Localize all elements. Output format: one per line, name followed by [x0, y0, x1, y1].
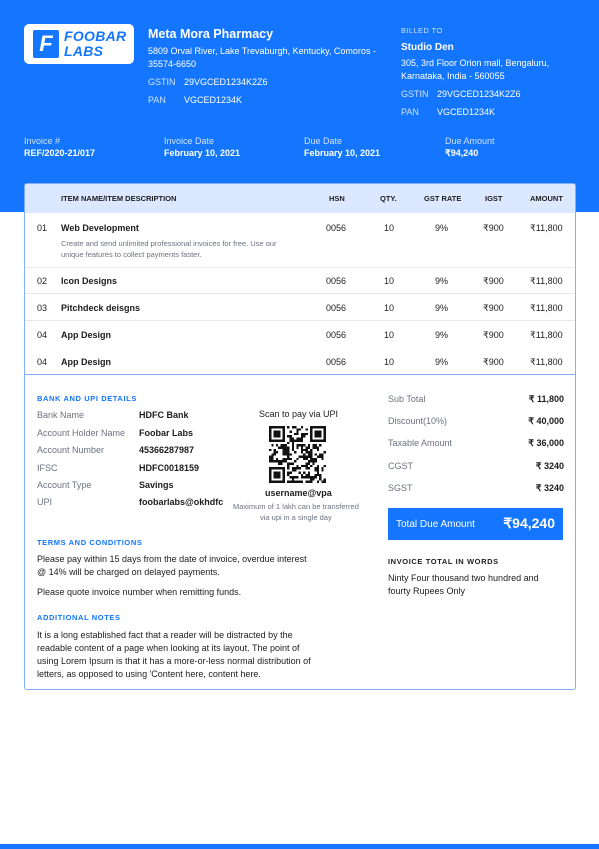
company-gstin-label: GSTIN	[148, 77, 176, 87]
total-due-box	[388, 508, 563, 540]
scan-to-pay-title: Scan to pay via UPI	[259, 409, 339, 419]
item-amount: ₹11,800	[530, 357, 563, 367]
due-amount: ₹94,240	[445, 148, 479, 158]
item-gst-rate: 9%	[435, 330, 449, 340]
row-divider	[25, 293, 575, 294]
account-type: Savings	[139, 480, 174, 490]
item-amount: ₹11,800	[530, 223, 563, 233]
row-number: 04	[37, 330, 48, 340]
item-gst-rate: 9%	[435, 303, 449, 313]
billed-to-gstin-label: GSTIN	[401, 89, 429, 99]
row-divider	[25, 267, 575, 268]
item-hsn: 0056	[326, 330, 347, 340]
due-date-label: Due Date	[304, 136, 343, 146]
footer-bar	[0, 844, 599, 849]
billed-to-label: BILLED TO	[401, 26, 443, 35]
upi-label: UPI	[37, 497, 53, 507]
item-amount: ₹11,800	[530, 330, 563, 340]
notes-line3: using Lorem Ipsum is that it has a more-or-less normal distribution of	[37, 656, 311, 666]
bank-name: HDFC Bank	[139, 410, 189, 420]
item-hsn: 0056	[326, 276, 347, 286]
col-item: ITEM NAME/ITEM DESCRIPTION	[61, 194, 177, 203]
subtotal: ₹ 11,800	[528, 394, 564, 404]
invoice-number-label: Invoice #	[24, 136, 61, 146]
billed-to-gstin: 29VGCED1234K2Z6	[437, 89, 521, 99]
subtotal-label: Sub Total	[388, 394, 426, 404]
item-igst: ₹900	[483, 357, 504, 367]
item-gst-rate: 9%	[435, 276, 449, 286]
discount-label: Discount(10%)	[388, 416, 448, 426]
account-number: 45366287987	[139, 445, 195, 455]
item-hsn: 0056	[326, 223, 347, 233]
billed-to-pan-label: PAN	[401, 107, 419, 117]
item-igst: ₹900	[483, 276, 504, 286]
upi-id: foobarlabs@okhdfc	[139, 497, 224, 507]
company-name: Meta Mora Pharmacy	[148, 27, 274, 41]
upi-vpa: username@vpa	[265, 488, 332, 498]
total-in-words-line2: fourty Rupees Only	[388, 586, 466, 596]
additional-notes-title: ADDITIONAL NOTES	[37, 613, 121, 622]
discount: ₹ 40,000	[528, 416, 564, 426]
col-amount: AMOUNT	[530, 194, 563, 203]
row-divider	[25, 320, 575, 321]
invoice-number: REF/2020-21/017	[24, 148, 96, 158]
item-gst-rate: 9%	[435, 357, 449, 367]
logo-text-line2: LABS	[64, 43, 104, 59]
item-amount: ₹11,800	[530, 276, 563, 286]
item-gst-rate: 9%	[435, 223, 449, 233]
cgst: ₹ 3240	[535, 461, 564, 471]
notes-line4: letters, as opposed to using 'Content here, content here.	[37, 669, 261, 679]
item-igst: ₹900	[483, 223, 504, 233]
billed-to-name: Studio Den	[401, 42, 454, 53]
section-divider	[25, 374, 575, 375]
item-name: Web Development	[61, 223, 139, 233]
account-holder: Foobar Labs	[139, 428, 194, 438]
item-hsn: 0056	[326, 303, 347, 313]
upi-limit-note-line2: via upi in a single day	[260, 513, 332, 522]
company-logo	[24, 24, 134, 64]
item-qty: 10	[384, 303, 395, 313]
logo-text-line1: FOOBAR	[64, 28, 127, 44]
total-due-label: Total Due Amount	[396, 519, 475, 530]
item-qty: 10	[384, 330, 395, 340]
item-name: Icon Designs	[61, 276, 118, 286]
due-amount-label: Due Amount	[445, 136, 495, 146]
col-hsn: HSN	[329, 194, 345, 203]
item-name: Pitchdeck deisgns	[61, 303, 141, 313]
company-address-line1: 5809 Orval River, Lake Trevaburgh, Kentucky, Comoros -	[148, 46, 376, 56]
item-amount: ₹11,800	[530, 303, 563, 313]
account-type-label: Account Type	[37, 480, 92, 490]
col-igst: IGST	[485, 194, 503, 203]
item-igst: ₹900	[483, 303, 504, 313]
sgst-label: SGST	[388, 483, 413, 493]
upi-limit-note-line1: Maximum of 1 lakh can be transferred	[233, 502, 359, 511]
notes-line2: readable content of a page when looking at its layout. The point of	[37, 643, 300, 653]
taxable-amount-label: Taxable Amount	[388, 438, 453, 448]
row-number: 01	[37, 223, 48, 233]
invoice-date-label: Invoice Date	[164, 136, 215, 146]
taxable-amount: ₹ 36,000	[528, 438, 564, 448]
col-qty: QTY.	[380, 194, 397, 203]
notes-line1: It is a long established fact that a reader will be distracted by the	[37, 630, 293, 640]
total-in-words-title: INVOICE TOTAL IN WORDS	[388, 557, 499, 566]
bank-details-title: BANK AND UPI DETAILS	[37, 394, 137, 403]
upi-qr-code[interactable]	[269, 426, 326, 483]
item-qty: 10	[384, 223, 395, 233]
company-gstin: 29VGCED1234K2Z6	[184, 77, 268, 87]
item-qty: 10	[384, 276, 395, 286]
col-gst-rate: GST RATE	[424, 194, 462, 203]
item-name: App Design	[61, 357, 112, 367]
item-igst: ₹900	[483, 330, 504, 340]
items-table-header	[25, 184, 575, 213]
company-pan: VGCED1234K	[184, 95, 243, 105]
row-number: 02	[37, 276, 48, 286]
total-in-words-line1: Ninty Four thousand two hundred and	[388, 573, 539, 583]
account-holder-label: Account Holder Name	[37, 428, 126, 438]
total-due-amount: ₹94,240	[503, 515, 555, 531]
bank-name-label: Bank Name	[37, 410, 85, 420]
billed-to-pan: VGCED1234K	[437, 107, 496, 117]
ifsc-label: IFSC	[37, 463, 58, 473]
row-number: 04	[37, 357, 48, 367]
company-address-line2: 35574-6650	[148, 59, 197, 69]
item-description-line1: Create and send unlimited professional invoices for free. Use our	[61, 239, 277, 248]
invoice-date: February 10, 2021	[164, 148, 241, 158]
terms-line1: Please pay within 15 days from the date of invoice, overdue interest	[37, 554, 307, 564]
row-number: 03	[37, 303, 48, 313]
billed-to-address-line2: Karnataka, India - 560055	[401, 71, 505, 81]
logo-mark: F	[33, 30, 59, 58]
cgst-label: CGST	[388, 461, 414, 471]
terms-line2: @ 14% will be charged on delayed payments.	[37, 567, 220, 577]
item-hsn: 0056	[326, 357, 347, 367]
item-description-line2: unique features to collect payments faster.	[61, 250, 202, 259]
item-name: App Design	[61, 330, 112, 340]
ifsc: HDFC0018159	[139, 463, 200, 473]
company-pan-label: PAN	[148, 95, 166, 105]
terms-title: TERMS AND CONDITIONS	[37, 538, 143, 547]
due-date: February 10, 2021	[304, 148, 381, 158]
terms-line3: Please quote invoice number when remitting funds.	[37, 587, 242, 597]
billed-to-address-line1: 305, 3rd Floor Orion mall, Bengaluru,	[401, 58, 550, 68]
invoice-card	[24, 183, 576, 690]
item-qty: 10	[384, 357, 395, 367]
account-number-label: Account Number	[37, 445, 105, 455]
sgst: ₹ 3240	[535, 483, 564, 493]
